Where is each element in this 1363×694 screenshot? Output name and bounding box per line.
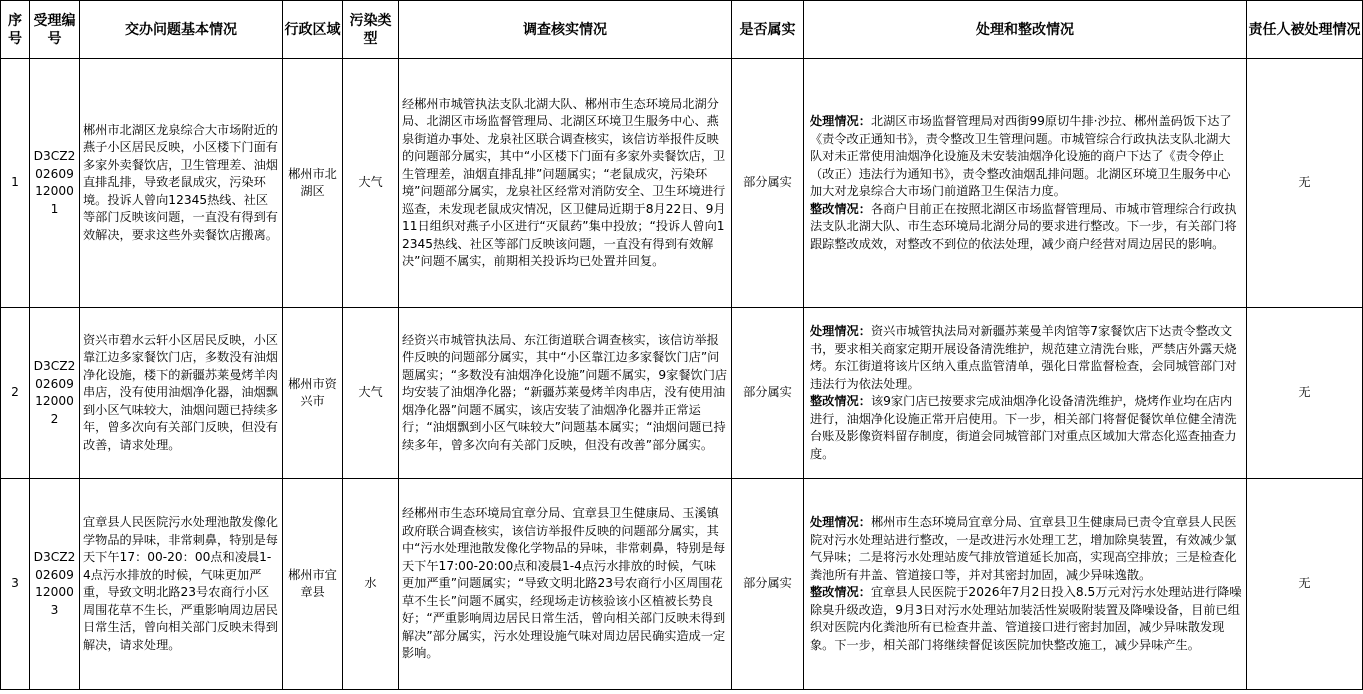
- header-seq: 序号: [1, 1, 30, 59]
- header-verified: 是否属实: [732, 1, 804, 59]
- header-pollution-type: 污染类型: [343, 1, 399, 59]
- rectify-text: 各商户目前正在按照北湖区市场监督管理局、市城市管理综合行政执法支队北湖大队、市生态环境局北湖分局的要求进行整改。下一步，有关部门将跟踪整改成效，对整改不到位的依法处理，减少商户经营对周边居民的影响。: [810, 201, 1237, 251]
- handling-label: 处理情况：: [810, 324, 871, 338]
- cell-code: D3CZ202609120003: [30, 479, 80, 690]
- rectify-label: 整改情况：: [810, 585, 871, 599]
- handling-paragraph: [810, 113, 1242, 201]
- header-district: 行政区域: [283, 1, 343, 59]
- cell-handling: [804, 479, 1247, 690]
- cell-code: D3CZ202609120001: [30, 59, 80, 308]
- handling-text: 资兴市城管执法局对新疆苏莱曼羊肉馆等7家餐饮店下达责令整改文书，要求相关商家定期开展设备清洗维护，规范建立清洗台账，严禁店外露天烧烤。东江街道将该片区纳入重点监管清单，强化日常监督检查，会同城管部门对违法行为依法处理。: [810, 324, 1237, 391]
- rectify-text: 宜章县人民医院于2026年7月2日投入8.5万元对污水处理站进行降噪除臭升级改造，9月3日对污水处理站加装活性炭吸附装置及降噪设备，目前已组织对医院内化粪池所有已检查井盖、管道接口进行密封加固，减少异味散发现象。下一步，相关部门将继续督促该医院加快整改施工，减少异味产生。: [810, 585, 1242, 652]
- rectify-label: 整改情况：: [810, 394, 871, 408]
- cell-code: D3CZ202609120002: [30, 308, 80, 479]
- rectify-paragraph: [810, 201, 1242, 254]
- handling-paragraph: [810, 323, 1242, 393]
- rectify-text: 该9家门店已按要求完成油烟净化设备清洗维护，烧烤作业均在店内进行，油烟净化设施正常开启使用。下一步，相关部门将督促餐饮单位健全清洗台账及影像资料留存制度，街道会同城管部门对重点区域加大常态化巡查抽查力度。: [810, 394, 1237, 461]
- table-row: [1, 479, 1363, 690]
- cell-seq: 3: [1, 479, 30, 690]
- cell-investigation: 经郴州市城管执法支队北湖大队、郴州市生态环境局北湖分局、北湖区市场监督管理局、北湖区环境卫生服务中心、燕泉街道办事处、龙泉社区联合调查核实，该信访举报件反映的问题部分属实，其中“小区楼下门面有多家外卖餐饮店，卫生管理差，油烟直排乱排”问题属实；“老鼠成灾，污染环境”问题部分属实，龙泉社区经常对消防安全、卫生环境进行巡查，未发现老鼠成灾情况，区卫健局近期于8月22日、9月11日组织对燕子小区进行“灭鼠药”集中投放；“投诉人曾向12345热线、社区等部门反映该问题，一直没有得到有效解决”问题不属实，前期相关投诉均已处置并回复。: [399, 59, 732, 308]
- header-code: 受理编号: [30, 1, 80, 59]
- header-accountability: 责任人被处理情况: [1247, 1, 1363, 59]
- cell-accountability: 无: [1247, 59, 1363, 308]
- rectify-paragraph: [810, 393, 1242, 463]
- cell-accountability: 无: [1247, 308, 1363, 479]
- cell-district: 郴州市资兴市: [283, 308, 343, 479]
- cell-issue: 郴州市北湖区龙泉综合大市场附近的燕子小区居民反映，小区楼下门面有多家外卖餐饮店，卫生管理差、油烟直排乱排，导致老鼠成灾，污染环境。投诉人曾向12345热线、社区等部门反映该问题，一直没有得到有效解决，要求这些外卖餐饮店搬离。: [80, 59, 283, 308]
- cell-handling: [804, 308, 1247, 479]
- rectify-label: 整改情况：: [810, 201, 871, 216]
- cell-seq: 2: [1, 308, 30, 479]
- cell-district: 郴州市北湖区: [283, 59, 343, 308]
- header-issue: 交办问题基本情况: [80, 1, 283, 59]
- cell-issue: 资兴市碧水云轩小区居民反映，小区靠江边多家餐饮门店，多数没有油烟净化设施，楼下的新疆苏莱曼烤羊肉串店，没有使用油烟净化器，油烟飘到小区气味较大，油烟问题已持续多年，曾多次向有关部门反映，但没有改善，请求处理。: [80, 308, 283, 479]
- cell-pollution-type: 水: [343, 479, 399, 690]
- cell-investigation: 经郴州市生态环境局宜章分局、宜章县卫生健康局、玉溪镇政府联合调查核实，该信访举报件反映的问题部分属实，其中“污水处理池散发像化学物品的异味，非常刺鼻，特别是每天下午17:00-20:00点和凌晨1-4点污水排放的时候，气味更加严重”问题属实；“导致文明北路23号农商行小区周围花草不生长”问题不属实，经现场走访核验该小区植被长势良好；“严重影响周边居民日常生活，曾向相关部门反映未得到解决”部分属实，污水处理设施气味对周边居民确实造成一定影响。: [399, 479, 732, 690]
- handling-text: 郴州市生态环境局宜章分局、宜章县卫生健康局已责令宜章县人民医院对污水处理站进行整改，一是改进污水处理工艺，增加除臭装置，有效减少氯气异味；二是将污水处理站废气排放管道延长加高，实现高空排放；三是检查化粪池所有井盖、管道接口等，并对其密封加固，减少异味逸散。: [810, 515, 1237, 582]
- header-investigation: 调查核实情况: [399, 1, 732, 59]
- table-row: [1, 59, 1363, 308]
- cell-verified: 部分属实: [732, 308, 804, 479]
- handling-text: 北湖区市场监督管理局对西街99原切牛排·沙拉、郴州盖码饭下达了《责令改正通知书》，责令整改卫生管理问题。市城管综合行政执法支队北湖大队对未正常使用油烟净化设施及未安装油烟净化设施的商户下达了《责令停止（改正）违法行为通知书》，责令整改油烟乱排问题。北湖区环境卫生服务中心加大对龙泉综合大市场门前道路卫生保洁力度。: [810, 114, 1232, 198]
- cell-seq: 1: [1, 59, 30, 308]
- header-handling: 处理和整改情况: [804, 1, 1247, 59]
- cell-district: 郴州市宜章县: [283, 479, 343, 690]
- table-row: [1, 308, 1363, 479]
- cell-pollution-type: 大气: [343, 308, 399, 479]
- cell-accountability: 无: [1247, 479, 1363, 690]
- handling-paragraph: [810, 514, 1242, 584]
- cell-verified: 部分属实: [732, 479, 804, 690]
- table-header-row: [1, 1, 1363, 59]
- handling-label: 处理情况：: [810, 515, 871, 529]
- cell-investigation: 经资兴市城管执法局、东江街道联合调查核实，该信访举报件反映的问题部分属实，其中“小区靠江边多家餐饮门店”问题属实；“多数没有油烟净化设施”问题不属实，9家餐饮门店均安装了油烟净化器；“新疆苏莱曼烤羊肉串店，没有使用油烟净化器”问题不属实，该店安装了油烟净化器并正常运行；“油烟飘到小区气味较大”问题基本属实；“油烟问题已持续多年，曾多次向有关部门反映，但没有改善”部分属实。: [399, 308, 732, 479]
- handling-label: 处理情况：: [810, 114, 871, 128]
- cell-handling: [804, 59, 1247, 308]
- cell-verified: 部分属实: [732, 59, 804, 308]
- cell-issue: 宜章县人民医院污水处理池散发像化学物品的异味，非常刺鼻，特别是每天下午17：00-20：00点和凌晨1-4点污水排放的时候，气味更加严重，导致文明北路23号农商行小区周围花草不生长，严重影响周边居民日常生活，曾向相关部门反映未得到解决，请求处理。: [80, 479, 283, 690]
- rectify-paragraph: [810, 584, 1242, 654]
- cell-pollution-type: 大气: [343, 59, 399, 308]
